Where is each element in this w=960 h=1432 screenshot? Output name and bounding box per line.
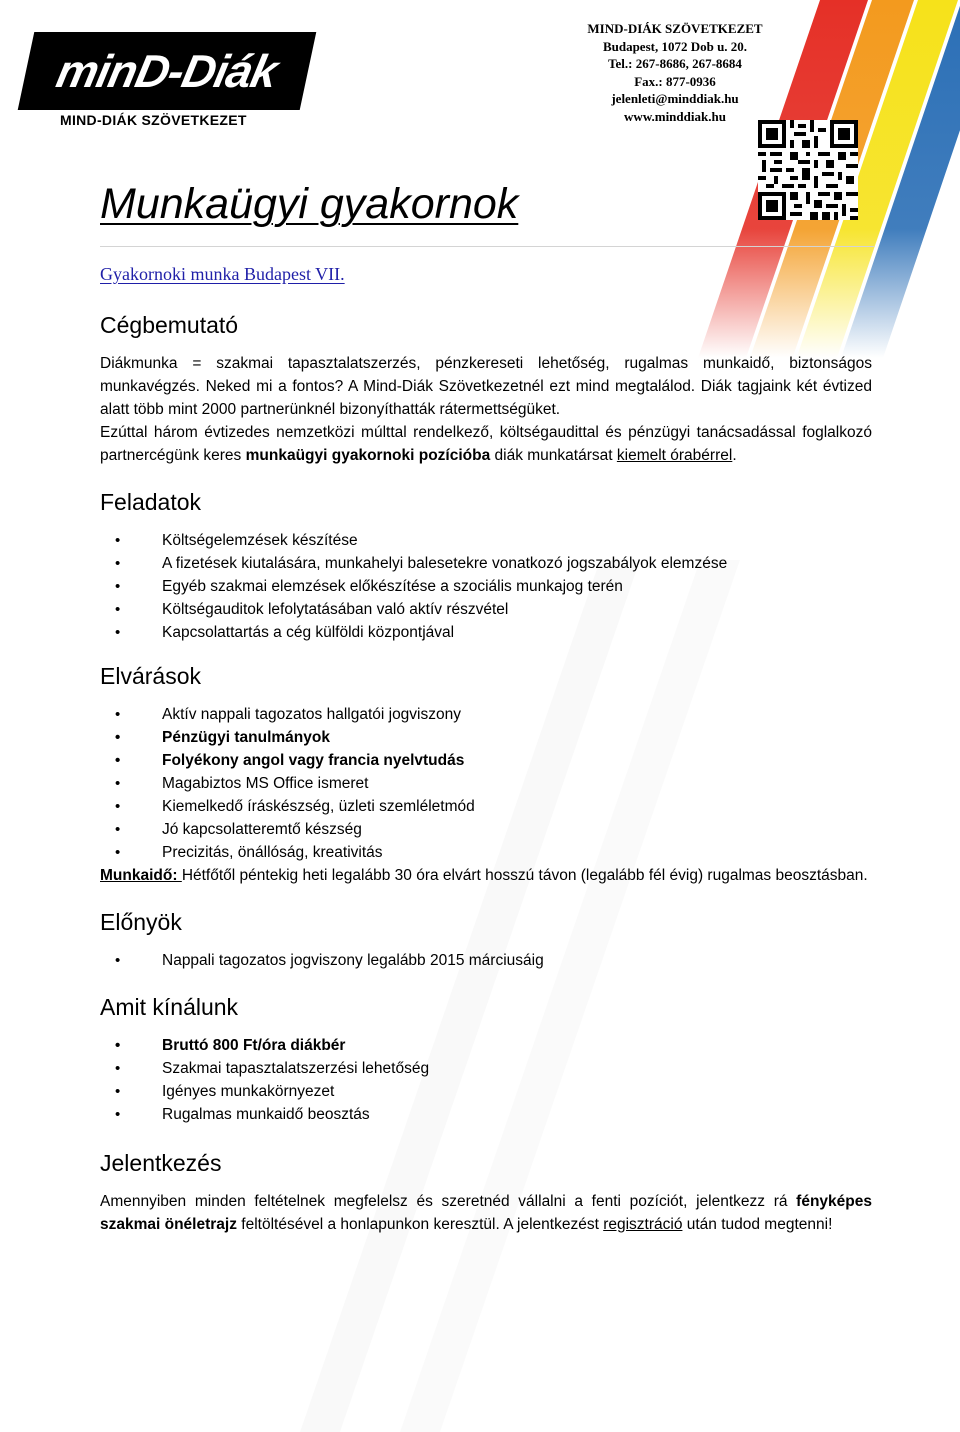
list-item: • Kapcsolattartás a cég külföldi központjával — [100, 621, 872, 644]
hourly-wage-link[interactable]: kiemelt órabérrel — [616, 447, 733, 464]
cv-highlight: fényképes szakmai önéletrajz — [100, 1193, 872, 1233]
list-item: • Magabiztos MS Office ismeret — [100, 772, 872, 795]
advantages-list — [100, 949, 872, 972]
worktime-label: Munkaidő: — [100, 867, 182, 884]
job-description — [100, 310, 872, 1236]
company-fax: Fax.: 877-0936 — [634, 73, 716, 89]
section-heading-apply: Jelentkezés — [100, 1150, 222, 1176]
intro-text: Ezúttal három évtizedes nemzetközi múlttal rendelkező, költségaudittal és pénzügyi tanácsadással foglalkozó partnercégünk keres — [100, 424, 872, 464]
list-item: • Igényes munkakörnyezet — [100, 1080, 872, 1103]
list-item: • Költségauditok lefolytatásában való aktív részvétel — [100, 598, 872, 621]
list-item: • Kiemelkedő íráskészség, üzleti szemléletmód — [100, 795, 872, 818]
position-highlight: munkaügyi gyakornoki pozícióba — [245, 447, 491, 464]
company-intro-paragraph-2 — [100, 421, 872, 467]
company-email[interactable]: jelenleti@minddiak.hu — [611, 91, 739, 106]
worktime-paragraph — [100, 864, 872, 887]
company-name: MIND-DIÁK SZÖVETKEZET — [587, 21, 763, 36]
offer-list — [100, 1034, 872, 1126]
page-title: Munkaügyi gyakornok — [100, 180, 519, 228]
title-divider — [100, 246, 874, 247]
logo-subtitle: MIND-DIÁK SZÖVETKEZET — [60, 112, 247, 128]
qr-code-icon — [758, 120, 858, 220]
list-item: • Szakmai tapasztalatszerzési lehetőség — [100, 1057, 872, 1080]
list-item: • Precizitás, önállóság, kreativitás — [100, 841, 872, 864]
list-item: • Folyékony angol vagy francia nyelvtudás — [100, 749, 872, 772]
list-item: • Aktív nappali tagozatos hallgatói jogviszony — [100, 703, 872, 726]
apply-text: feltöltésével a honlapunkon keresztül. A jelentkezést — [236, 1216, 604, 1233]
section-heading-requirements: Elvárások — [100, 663, 201, 689]
section-heading-company: Cégbemutató — [100, 312, 239, 338]
intro-text: diák munkatársat — [490, 447, 617, 464]
requirements-list — [100, 703, 872, 864]
section-heading-advantages: Előnyök — [100, 909, 182, 935]
list-item: • A fizetések kiutalására, munkahelyi balesetekre vonatkozó jogszabályok elemzése — [100, 552, 872, 575]
logo-wordmark: minD-Diák — [18, 32, 317, 110]
company-address: Budapest, 1072 Dob u. 20. — [602, 38, 748, 54]
list-item: • Nappali tagozatos jogviszony legalább 2015 márciusáig — [100, 949, 872, 972]
list-item: • Egyéb szakmai elemzések előkészítése a szociális munkajog terén — [100, 575, 872, 598]
registration-link[interactable]: regisztráció — [603, 1216, 683, 1233]
apply-text: Amennyiben minden feltételnek megfelelsz és szeretnéd vállalni a fenti pozíciót, jelentkezz rá — [100, 1193, 797, 1210]
list-item: • Bruttó 800 Ft/óra diákbér — [100, 1034, 872, 1057]
job-category-link[interactable]: Gyakornoki munka Budapest VII. — [100, 264, 345, 284]
intro-text: . — [732, 447, 737, 464]
apply-paragraph — [100, 1190, 872, 1236]
worktime-text: Hétfőtől péntekig heti legalább 30 óra elvárt hosszú távon (legalább fél évig) rugalmas beosztásban. — [181, 867, 868, 884]
apply-text: után tudod megtenni! — [682, 1216, 833, 1233]
company-phone: Tel.: 267-8686, 267-8684 — [608, 56, 742, 71]
section-heading-offer: Amit kínálunk — [100, 994, 239, 1020]
logo — [26, 32, 308, 132]
list-item: • Pénzügyi tanulmányok — [100, 726, 872, 749]
company-website[interactable]: www.minddiak.hu — [624, 108, 726, 124]
section-heading-tasks: Feladatok — [100, 489, 202, 515]
tasks-list — [100, 529, 872, 644]
list-item: • Rugalmas munkaidő beosztás — [100, 1103, 872, 1126]
company-intro-paragraph-1: Diákmunka = szakmai tapasztalatszerzés, pénzkereseti lehetőség, rugalmas munkaidő, biztonságos munkavégzés. Neked mi a fontos? A Mind-Diák Szövetkezetnél ezt mind megtalálod. Diák tagjaink két évtized alatt több mint 2000 partnerünknél bizonyíthatták rátermettségüket. — [100, 355, 872, 418]
contact-block — [560, 20, 790, 125]
list-item: • Jó kapcsolatteremtő készség — [100, 818, 872, 841]
list-item: • Költségelemzések készítése — [100, 529, 872, 552]
